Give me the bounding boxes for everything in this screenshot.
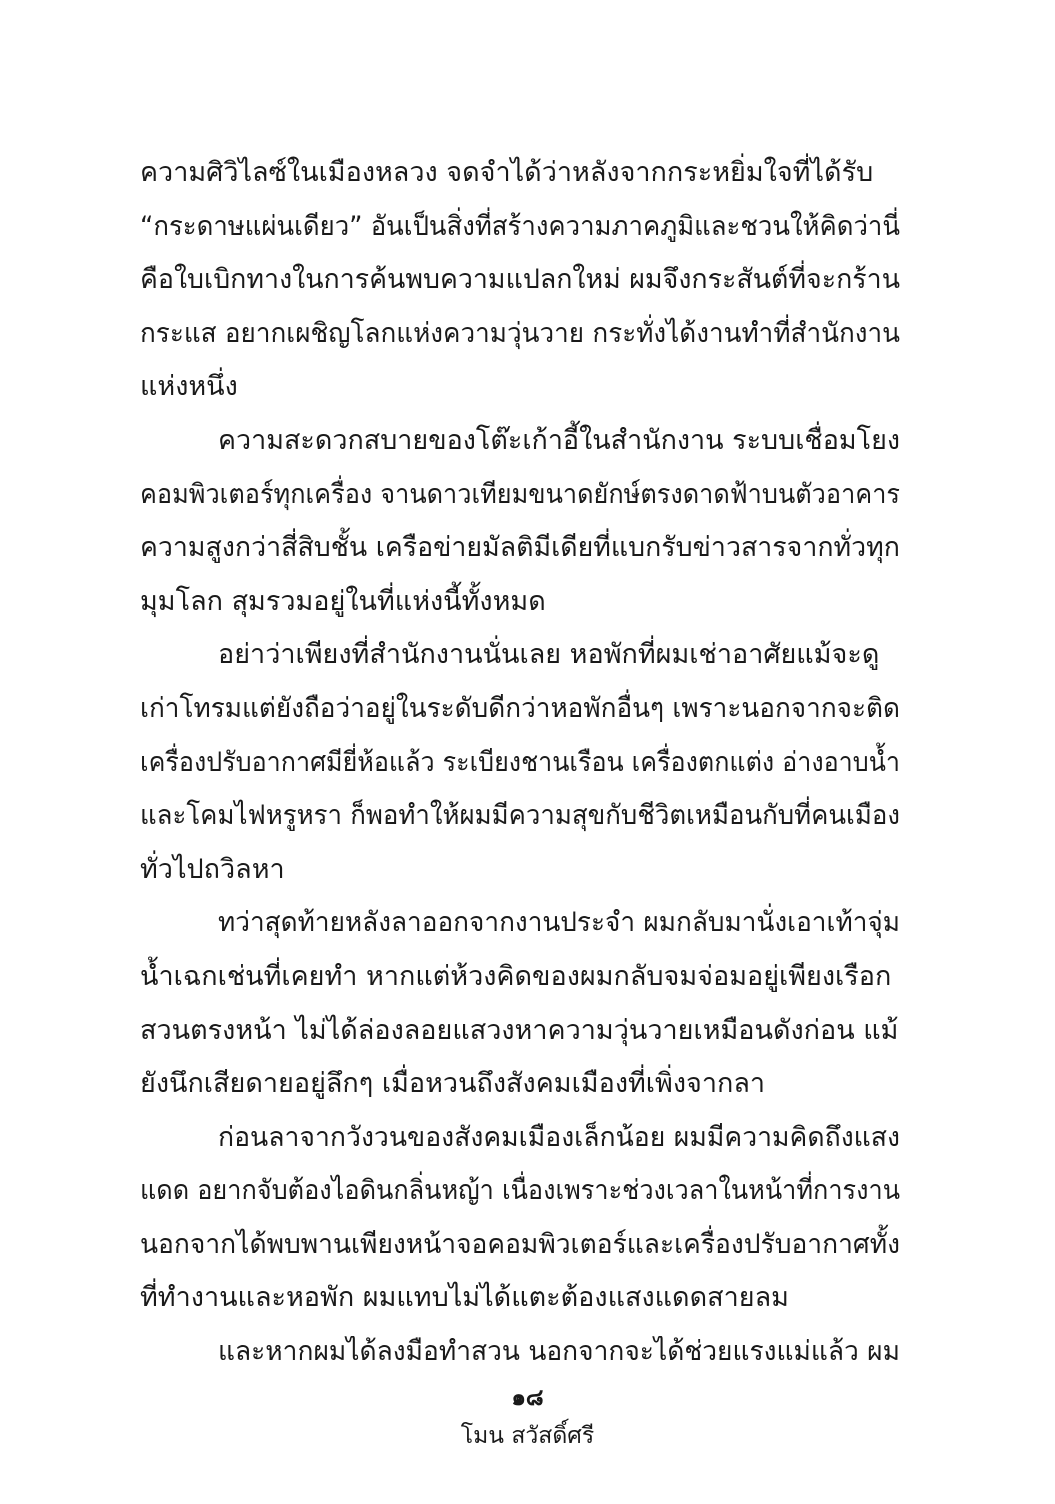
text-line: ยังนึกเสียดายอยู่ลึกๆ เมื่อหวนถึงสังคมเมืองที่เพิ่งจากลา [140, 1068, 766, 1100]
text-line: ทั่วไปถวิลหา [140, 853, 285, 885]
page-number: ๑๘ [511, 1385, 544, 1411]
text-line: และหากผมได้ลงมือทำสวน นอกจากจะได้ช่วยแรงแม่แล้ว ผม [218, 1336, 900, 1368]
text-line: นอกจากได้พบพานเพียงหน้าจอคอมพิวเตอร์และเครื่องปรับอากาศทั้ง [140, 1228, 900, 1260]
text-line: แห่งหนึ่ง [140, 371, 238, 403]
text-line: สวนตรงหน้า ไม่ได้ล่องลอยแสวงหาความวุ่นวายเหมือนดังก่อน แม้ [140, 1014, 899, 1046]
text-line: เครื่องปรับอากาศมียี่ห้อแล้ว ระเบียงชานเรือน เครื่องตกแต่ง อ่างอาบน้ำ [140, 746, 900, 778]
text-line: ก่อนลาจากวังวนของสังคมเมืองเล็กน้อย ผมมีความคิดถึงแสง [218, 1121, 900, 1153]
text-line: กระแส อยากเผชิญโลกแห่งความวุ่นวาย กระทั่งได้งานทำที่สำนักงาน [140, 317, 900, 349]
text-line: ความศิวิไลซ์ในเมืองหลวง จดจำได้ว่าหลังจากกระหยิ่มใจที่ได้รับ [140, 157, 874, 188]
author-name: โมน สวัสดิ์ศรี [460, 1423, 595, 1449]
text-line: มุมโลก สุมรวมอยู่ในที่แห่งนี้ทั้งหมด [140, 585, 546, 617]
text-line: “กระดาษแผ่นเดียว” อันเป็นสิ่งที่สร้างความภาคภูมิและชวนให้คิดว่านี่ [140, 210, 900, 242]
text-line: คือใบเบิกทางในการค้นพบความแปลกใหม่ ผมจึงกระสันต์ที่จะกร้าน [140, 264, 900, 296]
text-line: และโคมไฟหรูหรา ก็พอทำให้ผมมีความสุขกับชีวิตเหมือนกับที่คนเมือง [140, 800, 900, 832]
body-text [140, 146, 900, 1379]
text-line: ความสะดวกสบายของโต๊ะเก้าอี้ในสำนักงาน ระบบเชื่อมโยง [218, 424, 900, 456]
text-line: อย่าว่าเพียงที่สำนักงานนั่นเลย หอพักที่ผมเช่าอาศัยแม้จะดู [218, 639, 880, 671]
text-line: ทว่าสุดท้ายหลังลาออกจากงานประจำ ผมกลับมานั่งเอาเท้าจุ่ม [218, 907, 900, 939]
text-line: เก่าโทรมแต่ยังถือว่าอยู่ในระดับดีกว่าหอพักอื่นๆ เพราะนอกจากจะติด [140, 692, 900, 724]
text-line: ความสูงกว่าสี่สิบชั้น เครือข่ายมัลติมีเดียที่แบกรับข่าวสารจากทั่วทุก [140, 532, 900, 564]
text-line: น้ำเฉกเช่นที่เคยทำ หากแต่ห้วงคิดของผมกลับจมจ่อมอยู่เพียงเรือก [140, 960, 892, 992]
text-line: คอมพิวเตอร์ทุกเครื่อง จานดาวเทียมขนาดยักษ์ตรงดาดฟ้าบนตัวอาคาร [140, 478, 900, 510]
text-line: ที่ทำงานและหอพัก ผมแทบไม่ได้แตะต้องแสงแดดสายลม [140, 1282, 789, 1314]
text-line: แดด อยากจับต้องไอดินกลิ่นหญ้า เนื่องเพราะช่วงเวลาในหน้าที่การงาน [140, 1175, 900, 1207]
